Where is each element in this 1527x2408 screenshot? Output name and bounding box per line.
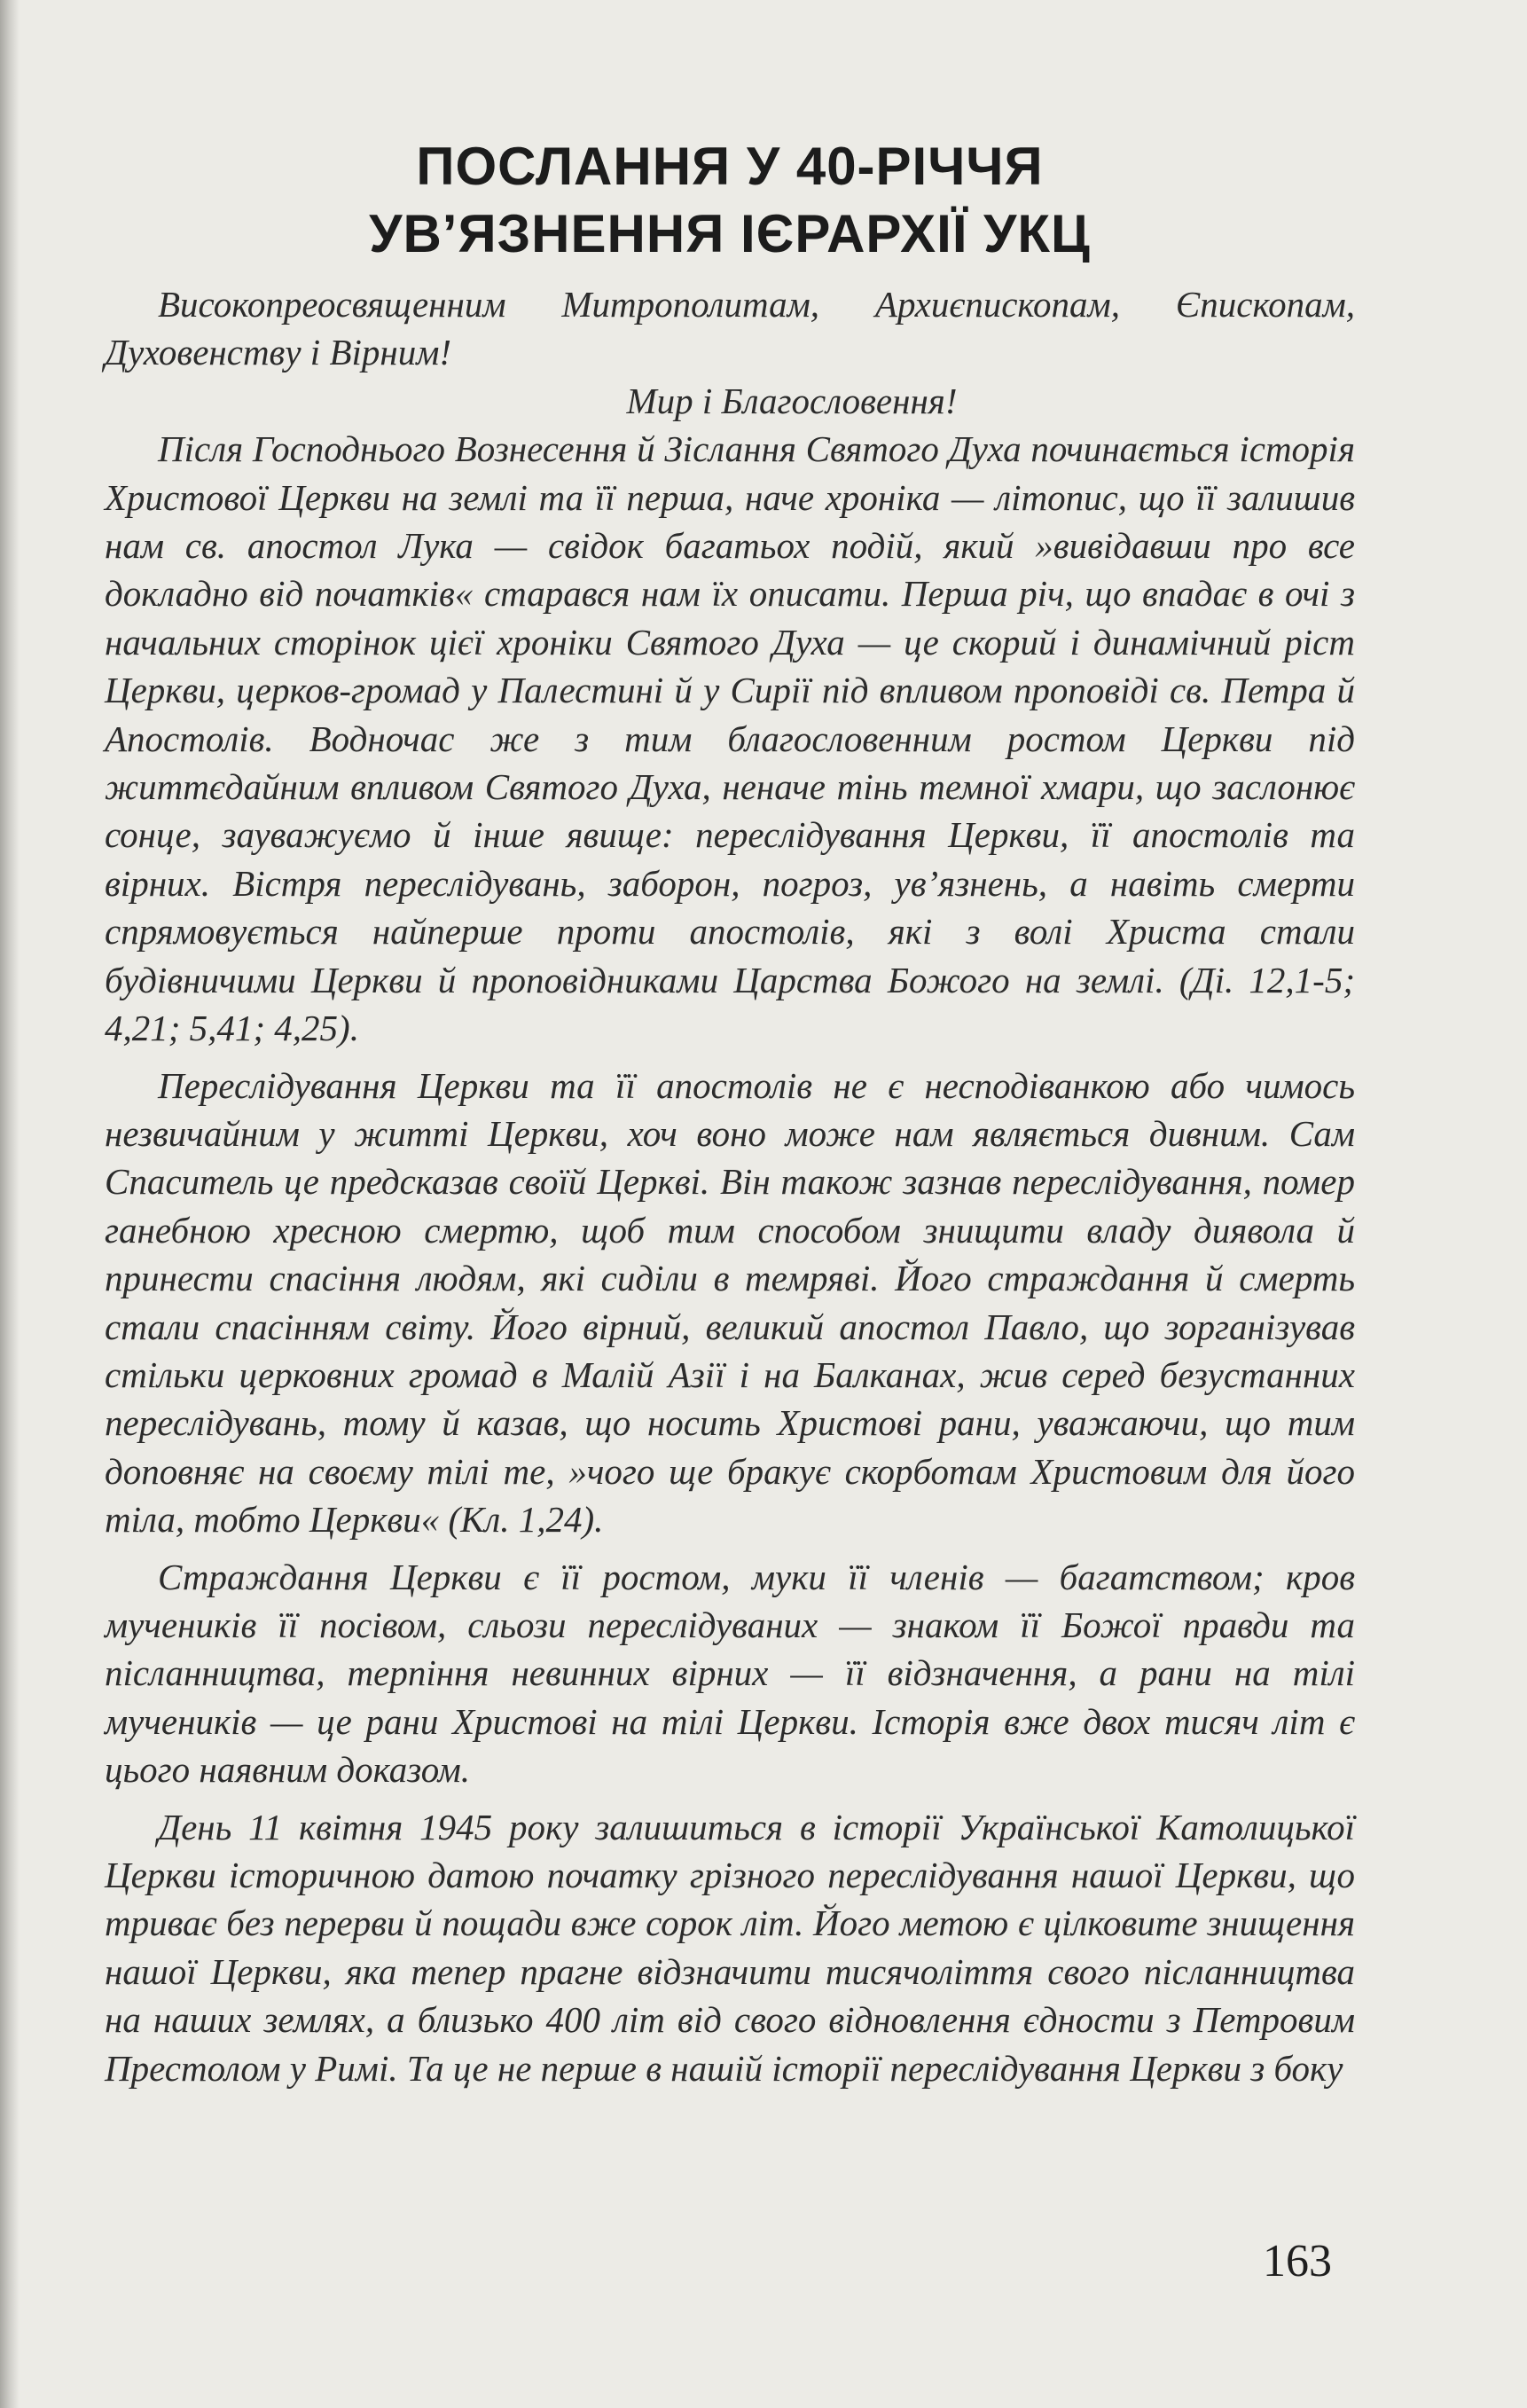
page-binding-shadow	[0, 0, 20, 2408]
letter-body	[105, 280, 1355, 2092]
page-number: 163	[1263, 2236, 1332, 2286]
paragraph: День 11 квітня 1945 року залишиться в історії Української Католицької Церкви історичною датою початку грізного переслідування нашої Церкви, що триває без перерви й пощади вже сорок літ. Його метою є цілковите знищення нашої Церкви, яка тепер прагне відзначити тисячоліття свого післанництва на наших землях, а близько 400 літ від свого відновлення єдности з Петровим Престолом у Римі. Та це не перше в нашій історії переслідування Церкви з боку	[105, 1806, 1355, 2089]
title-line-1: ПОСЛАННЯ У 40-РІЧЧЯ	[416, 137, 1044, 196]
title-line-2: УВ’ЯЗНЕННЯ ІЄРАРХІЇ УКЦ	[369, 204, 1091, 263]
address-line: Високопреосвященним Митрополитам, Архиєпископам, Єпископам, Духовенству і Вірним!	[105, 284, 1355, 373]
document-title	[105, 133, 1355, 268]
greeting-line: Мир і Благословення!	[626, 380, 958, 421]
document-page	[105, 133, 1355, 2101]
paragraph: Переслідування Церкви та її апостолів не є несподіванкою або чимось незвичайним у житті Церкви, хоч воно може нам являється дивним. Сам Спаситель це предсказав своїй Церкві. Він також зазнав переслідування, помер ганебною хресною смертю, щоб тим способом знищити владу диявола й принести спасіння людям, які сиділи в темряві. Його страждання й смерть стали спасінням світу. Його вірний, великий апостол Павло, що зорганізував стільки церковних громад в Малій Азії і на Балканах, жив серед безустанних переслідувань, тому й казав, що носить Христові рани, уважаючи, що тим доповняє на своєму тілі те, »чого ще бракує скорботам Христовим для його тіла, тобто Церкви« (Кл. 1,24).	[105, 1064, 1355, 1541]
paragraph: Після Господнього Вознесення й Зіслання Святого Духа починається історія Христової Церкви на землі та її перша, наче хроніка — літопис, що її залишив нам св. апостол Лука — свідок багатьох подій, який »вивідавши про все докладно від початків« старався нам їх описати. Перша річ, що впадає в очі з начальних сторінок цієї хроніки Святого Духа — це скорий і динамічний ріст Церкви, церков-громад у Палестині й у Сирії під впливом проповіді св. Петра й Апостолів. Водночас же з тим благословенним ростом Церкви під життєдайним впливом Святого Духа, неначе тінь темної хмари, що заслонює сонце, зауважуємо й інше явище: переслідування Церкви, її апостолів та вірних. Вістря переслідувань, заборон, погроз, ув’язнень, а навіть смерти спрямовується найперше проти апостолів, які з волі Христа стали будівничими Церкви й проповідниками Царства Божого на землі. (Ді. 12,1-5; 4,21; 5,41; 4,25).	[105, 428, 1355, 1049]
paragraph: Страждання Церкви є її ростом, муки її членів — багатством; кров мучеників її посівом, сльози переслідуваних — знаком її Божої правди та післанництва, терпіння невинних вірних — її відзначення, а рани на тілі мучеників — це рани Христові на тілі Церкви. Історія вже двох тисяч літ є цього наявним доказом.	[105, 1556, 1355, 1791]
